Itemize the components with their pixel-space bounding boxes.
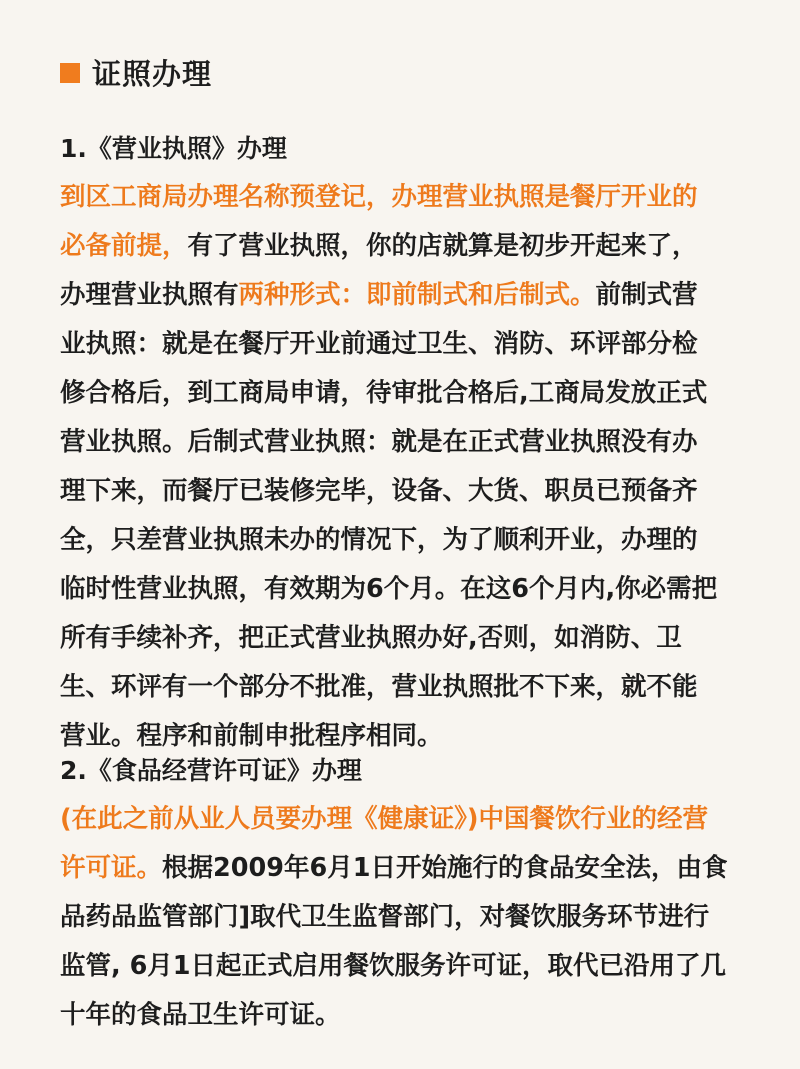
body-text: 前制式营 bbox=[595, 280, 698, 310]
text-line bbox=[60, 280, 760, 311]
section-business-license bbox=[60, 133, 760, 752]
text-line bbox=[60, 1000, 760, 1031]
text-line bbox=[60, 721, 760, 752]
title-row bbox=[60, 52, 212, 93]
text-line bbox=[60, 231, 760, 262]
body-text: 全，只差营业执照未办的情况下，为了顺利开业，办理的 bbox=[60, 525, 698, 555]
body-text: 业执照：就是在餐厅开业前通过卫生、消防、环评部分检 bbox=[60, 329, 698, 359]
highlight-text: 两种形式：即前制式和后制式。 bbox=[238, 280, 596, 310]
body-text: 十年的食品卫生许可证。 bbox=[60, 1000, 341, 1030]
body-text: 营业。程序和前制申批程序相同。 bbox=[60, 721, 443, 751]
body-text: 理下来，而餐厅已装修完毕，设备、大货、职员已预备齐 bbox=[60, 476, 698, 506]
page-title: 证照办理 bbox=[92, 57, 213, 91]
section-heading: 2.《食品经营许可证》办理 bbox=[60, 756, 362, 785]
text-line bbox=[60, 378, 760, 409]
body-text: 品药品监管部门]取代卫生监督部门，对餐饮服务环节进行 bbox=[60, 902, 710, 932]
text-line bbox=[60, 672, 760, 703]
section-food-permit bbox=[60, 755, 760, 1031]
body-text: 临时性营业执照，有效期为6个月。在这6个月内,你必需把 bbox=[60, 574, 718, 604]
text-line bbox=[60, 951, 760, 982]
text-line bbox=[60, 574, 760, 605]
highlight-text: (在此之前从业人员要办理《健康证》)中国餐饮行业的经营 bbox=[60, 804, 709, 834]
highlight-text: 到区工商局办理名称预登记，办理营业执照是餐厅开业的 bbox=[60, 182, 698, 212]
body-text: 营业执照。后制式营业执照：就是在正式营业执照没有办 bbox=[60, 427, 698, 457]
body-text: 修合格后，到工商局申请，待审批合格后,工商局发放正式 bbox=[60, 378, 708, 408]
body-text: 所有手续补齐，把正式营业执照办好,否则，如消防、卫 bbox=[60, 623, 682, 653]
body-text: 有了营业执照，你的店就算是初步开起来了， bbox=[187, 231, 698, 261]
body-text: 生、环评有一个部分不批准，营业执照批不下来，就不能 bbox=[60, 672, 698, 702]
text-line bbox=[60, 476, 760, 507]
body-text: 监管, 6月1日起正式启用餐饮服务许可证，取代已沿用了几 bbox=[60, 951, 727, 981]
text-line bbox=[60, 182, 760, 213]
section-heading: 1.《营业执照》办理 bbox=[60, 134, 287, 163]
text-line bbox=[60, 623, 760, 654]
section-body bbox=[60, 182, 760, 752]
text-line bbox=[60, 427, 760, 458]
text-line bbox=[60, 525, 760, 556]
body-text: 根据2009年6月1日开始施行的食品安全法，由食 bbox=[162, 853, 728, 883]
text-line bbox=[60, 853, 760, 884]
title-marker-square bbox=[60, 63, 80, 83]
highlight-text: 许可证。 bbox=[60, 853, 163, 883]
body-text: 办理营业执照有 bbox=[60, 280, 239, 310]
text-line bbox=[60, 329, 760, 360]
highlight-text: 必备前提， bbox=[60, 231, 188, 261]
text-line bbox=[60, 804, 760, 835]
text-line bbox=[60, 902, 760, 933]
section-body bbox=[60, 804, 760, 1031]
